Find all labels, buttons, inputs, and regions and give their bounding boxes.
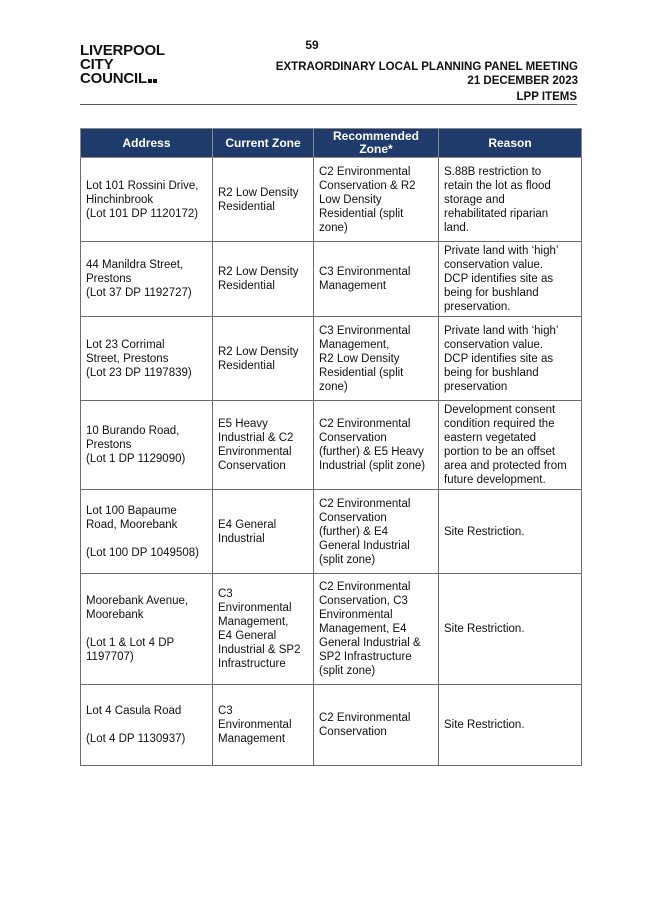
meeting-date: 21 DECEMBER 2023 bbox=[467, 75, 578, 87]
cell-line: (further) & E5 Heavy bbox=[319, 446, 424, 458]
logo-line: LIVERPOOL bbox=[80, 42, 165, 59]
cell-line: (Lot 1 DP 1129090) bbox=[86, 453, 186, 465]
cell-line: C3 bbox=[218, 588, 233, 600]
cell-line: Lot 100 Bapaume bbox=[86, 504, 177, 517]
cell-line: conservation value. bbox=[444, 338, 544, 351]
cell-address bbox=[81, 490, 213, 574]
cell-line: eastern vegetated bbox=[444, 432, 537, 444]
rezoning-table bbox=[80, 128, 582, 766]
cell-line: (Lot 101 DP 1120172) bbox=[86, 207, 199, 220]
cell-line: General Industrial bbox=[319, 539, 410, 552]
cell-line: Hinchinbrook bbox=[86, 193, 154, 206]
cell-line: (split zone) bbox=[319, 665, 376, 677]
cell-reason bbox=[439, 242, 582, 317]
cell-line: Residential (split bbox=[319, 366, 404, 379]
cell-line: R2 Low Density bbox=[218, 345, 299, 358]
cell-current-zone bbox=[213, 685, 314, 766]
cell-line: R2 Low Density bbox=[319, 352, 400, 365]
cell-line: C2 Environmental bbox=[319, 712, 411, 724]
cell-line: Prestons bbox=[86, 273, 132, 285]
cell-line: Private land with ‘high’ bbox=[444, 324, 559, 337]
cell-line: Industrial bbox=[218, 532, 265, 545]
cell-line: Moorebank Avenue, bbox=[86, 595, 189, 607]
cell-line: land. bbox=[444, 221, 469, 234]
cell-line: 44 Manildra Street, bbox=[86, 259, 184, 271]
cell-line: Conservation, C3 bbox=[319, 595, 408, 607]
cell-line: (Lot 23 DP 1197839) bbox=[86, 366, 192, 379]
cell-line: Conservation bbox=[319, 432, 387, 444]
cell-address bbox=[81, 685, 213, 766]
cell-line: DCP identifies site as bbox=[444, 352, 554, 365]
table-row bbox=[81, 490, 582, 574]
meeting-title: EXTRAORDINARY LOCAL PLANNING PANEL MEETING bbox=[275, 61, 578, 73]
cell-line: C2 Environmental bbox=[319, 165, 411, 178]
table-header-row bbox=[81, 129, 582, 158]
cell-line: Management bbox=[319, 280, 387, 292]
cell-line: conservation value. bbox=[444, 259, 544, 271]
cell-reason bbox=[439, 401, 582, 490]
cell-line: C3 Environmental bbox=[319, 266, 411, 278]
cell-address bbox=[81, 242, 213, 317]
cell-line: C2 Environmental bbox=[319, 497, 411, 510]
cell-line: future development. bbox=[444, 474, 546, 486]
cell-address bbox=[81, 158, 213, 242]
cell-reason bbox=[439, 158, 582, 242]
cell-line: zone) bbox=[319, 221, 348, 234]
cell-line: Lot 23 Corrimal bbox=[86, 338, 165, 351]
cell-line: Residential bbox=[218, 359, 275, 372]
table-row bbox=[81, 158, 582, 242]
cell-line: preservation bbox=[444, 380, 508, 393]
cell-line: Industrial (split zone) bbox=[319, 460, 426, 472]
cell-line: condition required the bbox=[444, 418, 555, 430]
cell-line: E4 General bbox=[218, 630, 277, 642]
logo-line: CITY bbox=[80, 56, 114, 73]
logo-dots-icon bbox=[147, 72, 157, 86]
cell-line: area and protected from bbox=[444, 460, 567, 472]
cell-current-zone bbox=[213, 317, 314, 401]
cell-line: C3 Environmental bbox=[319, 324, 411, 337]
cell-current-zone bbox=[213, 401, 314, 490]
cell-line: SP2 Infrastructure bbox=[319, 651, 412, 663]
cell-line: S.88B restriction to bbox=[444, 165, 542, 178]
cell-recommended-zone bbox=[314, 242, 439, 317]
cell-line: Conservation bbox=[319, 511, 387, 524]
cell-line: Environmental bbox=[218, 602, 292, 614]
cell-line: Conservation & R2 bbox=[319, 179, 416, 192]
column-header-address: Address bbox=[81, 129, 213, 158]
cell-line: being for bushland bbox=[444, 366, 539, 379]
header-divider bbox=[80, 104, 577, 105]
logo-line: COUNCIL bbox=[80, 70, 147, 87]
cell-address bbox=[81, 401, 213, 490]
cell-line: 10 Burando Road, bbox=[86, 425, 180, 437]
cell-line: rehabilitated riparian bbox=[444, 207, 549, 220]
page-number: 59 bbox=[305, 38, 319, 52]
cell-line: Site Restriction. bbox=[444, 719, 525, 731]
cell-recommended-zone bbox=[314, 685, 439, 766]
cell-line: Infrastructure bbox=[218, 658, 286, 670]
cell-line: R2 Low Density bbox=[218, 186, 299, 199]
cell-line: Residential bbox=[218, 280, 275, 292]
cell-line: Environmental bbox=[218, 719, 292, 731]
cell-reason bbox=[439, 317, 582, 401]
cell-line: 1197707) bbox=[86, 651, 134, 663]
cell-line: General Industrial & bbox=[319, 637, 421, 649]
cell-line: (further) & E4 bbox=[319, 525, 389, 538]
table-row bbox=[81, 401, 582, 490]
cell-line: (Lot 4 DP 1130937) bbox=[86, 733, 186, 745]
cell-line: Management, bbox=[218, 616, 289, 628]
cell-line: Environmental bbox=[218, 446, 292, 458]
cell-line: Management bbox=[218, 733, 286, 745]
cell-line: retain the lot as flood bbox=[444, 179, 551, 192]
table-row bbox=[81, 574, 582, 685]
cell-line: DCP identifies site as bbox=[444, 273, 554, 285]
cell-line: (Lot 100 DP 1049508) bbox=[86, 546, 199, 559]
cell-line: C2 Environmental bbox=[319, 581, 411, 593]
cell-current-zone bbox=[213, 574, 314, 685]
cell-line: Management, E4 bbox=[319, 623, 407, 635]
cell-current-zone bbox=[213, 158, 314, 242]
cell-line: Industrial & C2 bbox=[218, 432, 294, 444]
cell-line: Residential bbox=[218, 200, 275, 213]
cell-recommended-zone bbox=[314, 401, 439, 490]
cell-line: Road, Moorebank bbox=[86, 518, 178, 531]
cell-recommended-zone bbox=[314, 317, 439, 401]
cell-current-zone bbox=[213, 490, 314, 574]
cell-line: Development consent bbox=[444, 404, 556, 416]
cell-line: Industrial & SP2 bbox=[218, 644, 301, 656]
cell-line: Private land with ‘high’ bbox=[444, 245, 559, 257]
cell-line: preservation. bbox=[444, 301, 511, 313]
cell-line: Site Restriction. bbox=[444, 623, 525, 635]
cell-current-zone bbox=[213, 242, 314, 317]
column-header-current-zone: Current Zone bbox=[213, 129, 314, 158]
cell-line: C2 Environmental bbox=[319, 418, 411, 430]
table-row bbox=[81, 685, 582, 766]
cell-line: Lot 4 Casula Road bbox=[86, 705, 182, 717]
cell-reason bbox=[439, 490, 582, 574]
cell-line: Street, Prestons bbox=[86, 352, 169, 365]
cell-line: portion to be an offset bbox=[444, 446, 556, 458]
cell-line: Moorebank bbox=[86, 609, 144, 621]
cell-line: storage and bbox=[444, 193, 505, 206]
cell-line: E4 General bbox=[218, 518, 277, 531]
cell-reason bbox=[439, 574, 582, 685]
cell-line: (Lot 37 DP 1192727) bbox=[86, 287, 192, 299]
cell-line: Conservation bbox=[319, 726, 387, 738]
cell-address bbox=[81, 574, 213, 685]
cell-reason bbox=[439, 685, 582, 766]
column-header-reason: Reason bbox=[439, 129, 582, 158]
cell-line: Prestons bbox=[86, 439, 132, 451]
table-row bbox=[81, 317, 582, 401]
cell-recommended-zone bbox=[314, 574, 439, 685]
meeting-header bbox=[276, 60, 578, 88]
cell-recommended-zone bbox=[314, 490, 439, 574]
cell-line: Residential (split bbox=[319, 207, 404, 220]
column-header-recommended-zone: Recommended Zone* bbox=[314, 129, 439, 158]
cell-line: Management, bbox=[319, 338, 390, 351]
cell-recommended-zone bbox=[314, 158, 439, 242]
council-logo bbox=[80, 44, 190, 86]
cell-line: zone) bbox=[319, 380, 348, 393]
cell-line: E5 Heavy bbox=[218, 418, 268, 430]
table-row bbox=[81, 242, 582, 317]
section-label: LPP ITEMS bbox=[516, 91, 577, 103]
cell-line: Conservation bbox=[218, 460, 286, 472]
cell-address bbox=[81, 317, 213, 401]
cell-line: R2 Low Density bbox=[218, 266, 299, 278]
cell-line: Environmental bbox=[319, 609, 393, 621]
cell-line: Low Density bbox=[319, 193, 382, 206]
cell-line: Site Restriction. bbox=[444, 525, 525, 538]
cell-line: Lot 101 Rossini Drive, bbox=[86, 179, 199, 192]
cell-line: C3 bbox=[218, 705, 233, 717]
cell-line: being for bushland bbox=[444, 287, 539, 299]
cell-line: (Lot 1 & Lot 4 DP bbox=[86, 637, 175, 649]
cell-line: (split zone) bbox=[319, 553, 376, 566]
